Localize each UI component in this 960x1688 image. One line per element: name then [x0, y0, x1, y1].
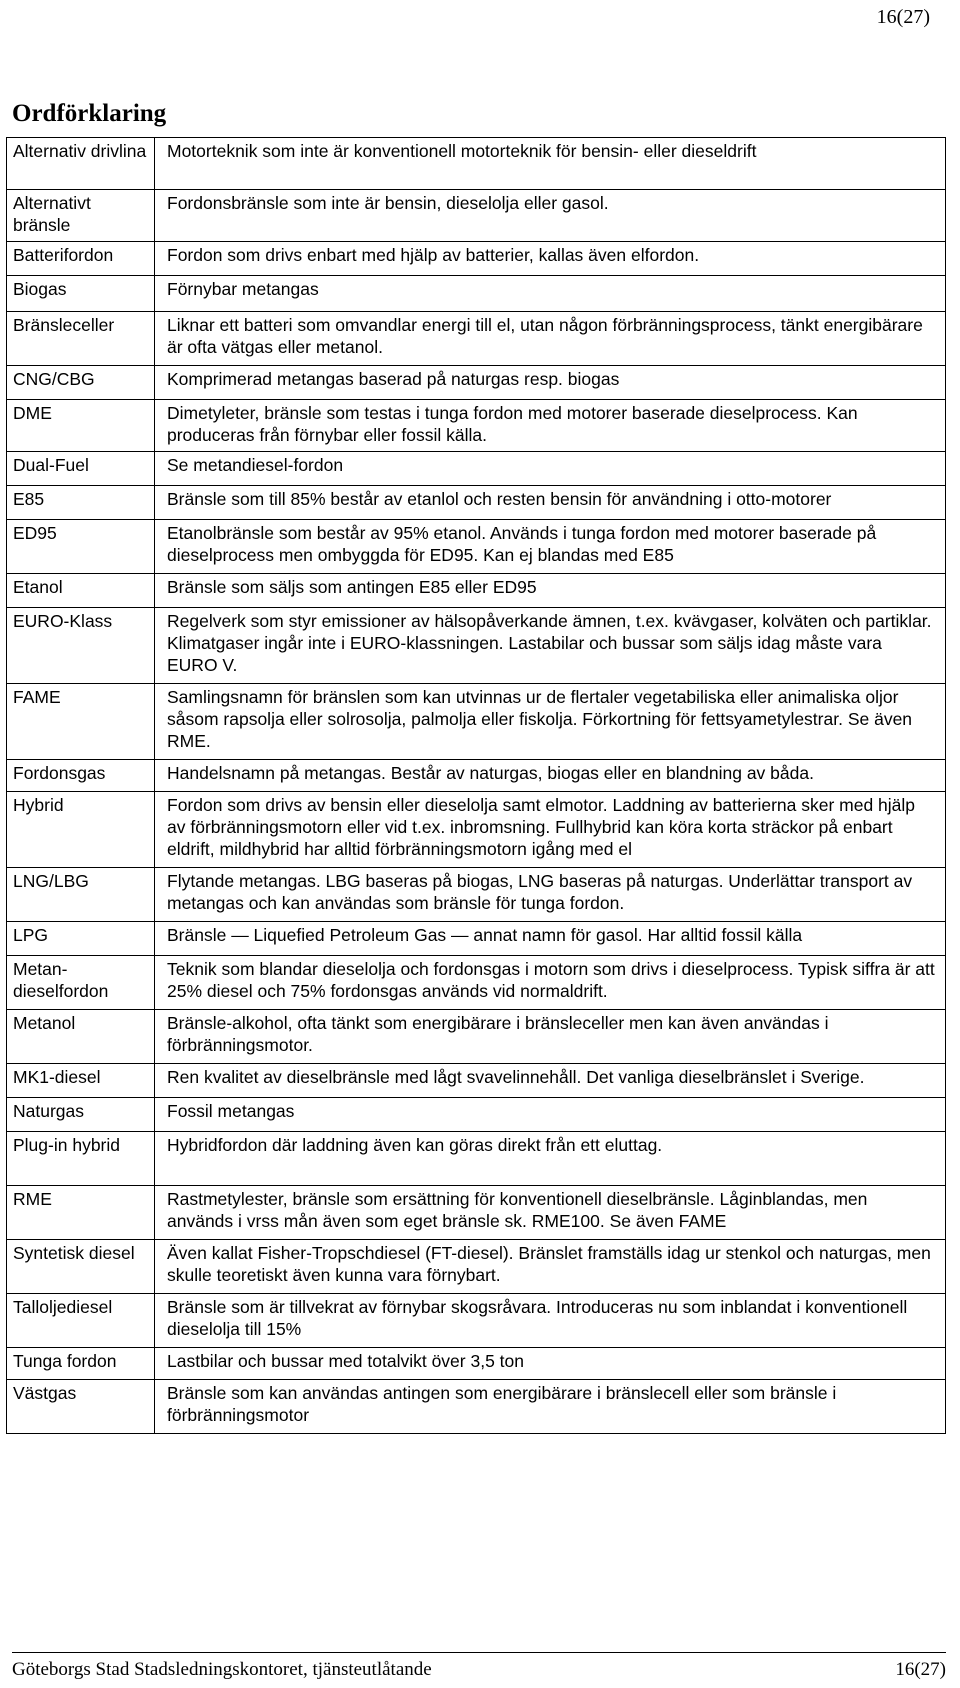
glossary-row	[7, 922, 946, 956]
glossary-definition: Bränsle som säljs som antingen E85 eller ED95	[155, 574, 946, 608]
glossary-row	[7, 956, 946, 1010]
glossary-row	[7, 1380, 946, 1434]
glossary-definition: Även kallat Fisher-Tropschdiesel (FT-diesel). Bränslet framställs idag ur stenkol och naturgas, men skulle teoretiskt även kunna vara förnybart.	[155, 1240, 946, 1294]
glossary-definition: Förnybar metangas	[155, 276, 946, 312]
glossary-row	[7, 312, 946, 366]
page-number: 16(27)	[876, 6, 930, 28]
glossary-term: Naturgas	[7, 1098, 155, 1132]
glossary-row	[7, 574, 946, 608]
page-title: Ordförklaring	[12, 100, 167, 127]
glossary-term: Syntetisk diesel	[7, 1240, 155, 1294]
glossary-term: DME	[7, 400, 155, 452]
glossary-row	[7, 608, 946, 684]
glossary-row	[7, 1294, 946, 1348]
glossary-term: ED95	[7, 520, 155, 574]
glossary-term: Batterifordon	[7, 242, 155, 276]
glossary-row	[7, 1064, 946, 1098]
glossary-term: Bränsleceller	[7, 312, 155, 366]
glossary-term: Alternativ drivlina	[7, 138, 155, 190]
glossary-term: LPG	[7, 922, 155, 956]
glossary-definition: Komprimerad metangas baserad på naturgas resp. biogas	[155, 366, 946, 400]
glossary-row	[7, 520, 946, 574]
glossary-term: LNG/LBG	[7, 868, 155, 922]
glossary-term: E85	[7, 486, 155, 520]
glossary-definition: Bränsle-alkohol, ofta tänkt som energibärare i bränsleceller men kan även användas i förbränningsmotor.	[155, 1010, 946, 1064]
glossary-definition: Fordon som drivs av bensin eller dieselolja samt elmotor. Laddning av batterierna sker med hjälp av förbränningsmotorn eller vid t.ex. inbromsning. Fullhybrid kan köra korta sträckor på enbart eldrift, mildhybrid har alltid förbränningsmotorn igång med el	[155, 792, 946, 868]
glossary-term: Tunga fordon	[7, 1348, 155, 1380]
glossary-definition: Flytande metangas. LBG baseras på biogas, LNG baseras på naturgas. Underlättar transport av metangas och kan användas som bränsle för tunga fordon.	[155, 868, 946, 922]
glossary-row	[7, 242, 946, 276]
glossary-definition: Regelverk som styr emissioner av hälsopåverkande ämnen, t.ex. kvävgaser, kolväten och partiklar. Klimatgaser ingår inte i EURO-klassningen. Lastabilar och bussar som säljs idag måste vara EURO V.	[155, 608, 946, 684]
glossary-definition: Dimetyleter, bränsle som testas i tunga fordon med motorer baserade dieselprocess. Kan produceras från förnybar eller fossil källa.	[155, 400, 946, 452]
glossary-definition: Liknar ett batteri som omvandlar energi till el, utan någon förbränningsprocess, tänkt energibärare är ofta vätgas eller metanol.	[155, 312, 946, 366]
footer-page-number: 16(27)	[895, 1659, 946, 1680]
glossary-row	[7, 1132, 946, 1186]
glossary-definition: Fossil metangas	[155, 1098, 946, 1132]
glossary-definition: Bränsle som kan användas antingen som energibärare i bränslecell eller som bränsle i förbränningsmotor	[155, 1380, 946, 1434]
glossary-row	[7, 684, 946, 760]
glossary-term: Hybrid	[7, 792, 155, 868]
glossary-row	[7, 760, 946, 792]
glossary-row	[7, 138, 946, 190]
glossary-definition: Bränsle — Liquefied Petroleum Gas — annat namn för gasol. Har alltid fossil källa	[155, 922, 946, 956]
glossary-term: Fordonsgas	[7, 760, 155, 792]
glossary-definition: Motorteknik som inte är konventionell motorteknik för bensin- eller dieseldrift	[155, 138, 946, 190]
glossary-term: Metanol	[7, 1010, 155, 1064]
glossary-definition: Teknik som blandar dieselolja och fordonsgas i motorn som drivs i dieselprocess. Typisk siffra är att 25% diesel och 75% fordonsgas används vid normaldrift.	[155, 956, 946, 1010]
glossary-term: Metan-dieselfordon	[7, 956, 155, 1010]
glossary-row	[7, 366, 946, 400]
glossary-definition: Lastbilar och bussar med totalvikt över 3,5 ton	[155, 1348, 946, 1380]
glossary-term: RME	[7, 1186, 155, 1240]
glossary-table	[6, 137, 946, 1434]
glossary-term: Västgas	[7, 1380, 155, 1434]
glossary-definition: Samlingsnamn för bränslen som kan utvinnas ur de flertaler vegetabiliska eller animaliska oljor såsom rapsolja eller solrosolja, palmolja eller fiskolja. Förkortning för fettsyametylestrar. Se även RME.	[155, 684, 946, 760]
glossary-row	[7, 486, 946, 520]
glossary-row	[7, 1348, 946, 1380]
glossary-definition: Handelsnamn på metangas. Består av naturgas, biogas eller en blandning av båda.	[155, 760, 946, 792]
glossary-definition: Bränsle som är tillvekrat av förnybar skogsråvara. Introduceras nu som inblandat i konventionell dieselolja till 15%	[155, 1294, 946, 1348]
glossary-term: Alternativt bränsle	[7, 190, 155, 242]
glossary-row	[7, 1098, 946, 1132]
glossary-definition: Ren kvalitet av dieselbränsle med lågt svavelinnehåll. Det vanliga dieselbränslet i Sverige.	[155, 1064, 946, 1098]
glossary-term: Plug-in hybrid	[7, 1132, 155, 1186]
glossary-row	[7, 1010, 946, 1064]
glossary-row	[7, 190, 946, 242]
footer	[12, 1652, 946, 1681]
glossary-row	[7, 868, 946, 922]
glossary-row	[7, 792, 946, 868]
glossary-definition: Fordonsbränsle som inte är bensin, dieselolja eller gasol.	[155, 190, 946, 242]
glossary-term: FAME	[7, 684, 155, 760]
glossary-row	[7, 452, 946, 486]
glossary-row	[7, 276, 946, 312]
glossary-term: MK1-diesel	[7, 1064, 155, 1098]
glossary-term: Etanol	[7, 574, 155, 608]
glossary-term: Talloljediesel	[7, 1294, 155, 1348]
footer-title: Göteborgs Stad Stadsledningskontoret, tjänsteutlåtande	[12, 1659, 432, 1680]
glossary-definition: Etanolbränsle som består av 95% etanol. Används i tunga fordon med motorer baserade på dieselprocess men ombyggda för ED95. Kan ej blandas med E85	[155, 520, 946, 574]
glossary-definition: Hybridfordon där laddning även kan göras direkt från ett eluttag.	[155, 1132, 946, 1186]
glossary-row	[7, 1186, 946, 1240]
glossary-term: CNG/CBG	[7, 366, 155, 400]
glossary-definition: Se metandiesel-fordon	[155, 452, 946, 486]
glossary-term: Dual-Fuel	[7, 452, 155, 486]
glossary-row	[7, 1240, 946, 1294]
glossary-term: EURO-Klass	[7, 608, 155, 684]
glossary-row	[7, 400, 946, 452]
glossary-definition: Rastmetylester, bränsle som ersättning för konventionell dieselbränsle. Låginblandas, men används i vrss mån även som eget bränsle sk. RME100. Se även FAME	[155, 1186, 946, 1240]
glossary-definition: Fordon som drivs enbart med hjälp av batterier, kallas även elfordon.	[155, 242, 946, 276]
glossary-definition: Bränsle som till 85% består av etanlol och resten bensin för användning i otto-motorer	[155, 486, 946, 520]
glossary-term: Biogas	[7, 276, 155, 312]
